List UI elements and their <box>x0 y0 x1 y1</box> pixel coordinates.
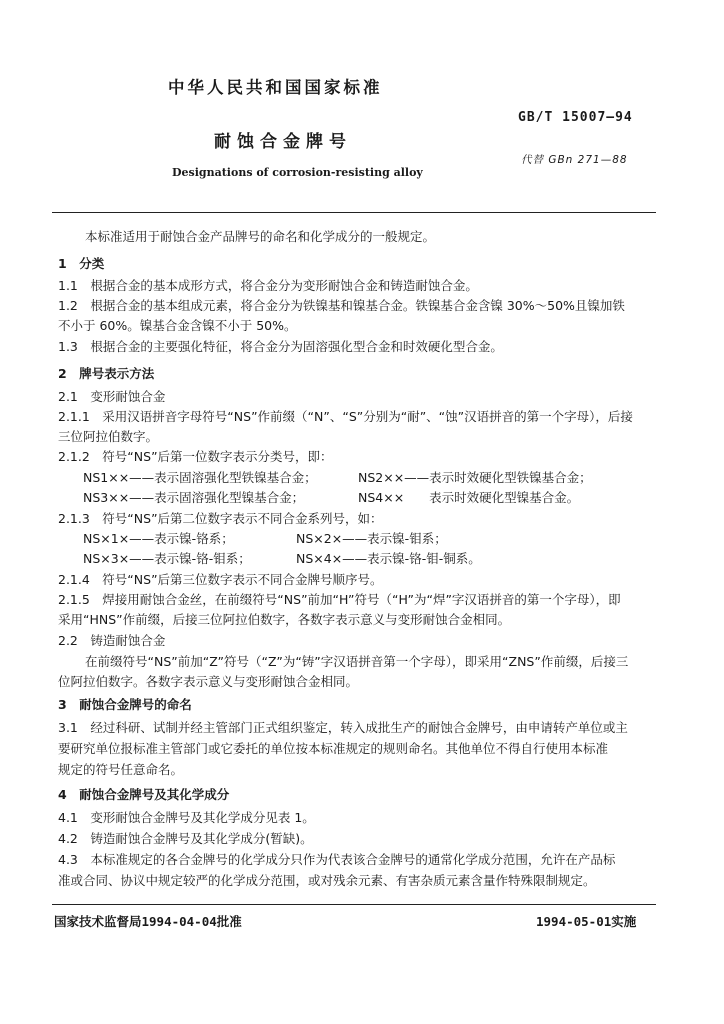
replaces-note: 代替 GBn 271—88 <box>521 154 628 166</box>
clause-1-3: 1.3 根据合金的主要强化特征，将合金分为固溶强化型合金和时效硬化型合金。 <box>58 339 503 354</box>
english-title: Designations of corrosion-resisting alloy <box>172 166 423 179</box>
clause-4-3-line1: 4.3 本标准规定的各合金牌号的化学成分只作为代表该合金牌号的通常化学成分范围，允许在产品标 <box>58 852 616 867</box>
clause-3-1-line2: 要研究单位报标准主管部门或它委托的单位按本标准规定的规则命名。其他单位不得自行使用本标准 <box>58 741 609 756</box>
clause-3-1-line3: 规定的符号任意命名。 <box>58 762 184 777</box>
clause-4-1: 4.1 变形耐蚀合金牌号及其化学成分见表 1。 <box>58 810 315 825</box>
clause-2-1-5-line2: 采用“HNS”作前缀，后接三位阿拉伯数字，各数字表示意义与变形耐蚀合金相同。 <box>58 612 511 627</box>
clause-1-2-line2: 不小于 60%。镍基合金含镍不小于 50%。 <box>58 318 297 333</box>
clause-2-1-4: 2.1.4 符号“NS”后第三位数字表示不同合金牌号顺序号。 <box>58 572 383 587</box>
clause-2-1-3: 2.1.3 符号“NS”后第二位数字表示不同合金系列号，如： <box>58 511 383 526</box>
ns4-definition: NS4×× 表示时效硬化型镍基合金。 <box>358 490 580 505</box>
ns3-definition: NS3××——表示固溶强化型镍基合金； <box>83 490 305 505</box>
clause-2-2-line1: 在前缀符号“NS”前加“Z”符号（“Z”为“铸”字汉语拼音第一个字母），即采用“ZNS”作前缀，后接三 <box>85 654 629 669</box>
clause-3-1-line1: 3.1 经过科研、试制并经主管部门正式组织鉴定，转入成批生产的耐蚀合金牌号，由申请转产单位或主 <box>58 720 628 735</box>
standard-code: GB/T 15007—94 <box>518 110 633 125</box>
approval-date: 国家技术监督局1994-04-04批准 <box>54 914 242 929</box>
clause-2-1-5-line1: 2.1.5 焊接用耐蚀合金丝，在前缀符号“NS”前加“H”符号（“H”为“焊”字汉语拼音的第一个字母），即 <box>58 592 621 607</box>
ns2-definition: NS2××——表示时效硬化型铁镍基合金； <box>358 470 592 485</box>
clause-1-1: 1.1 根据合金的基本成形方式，将合金分为变形耐蚀合金和铸造耐蚀合金。 <box>58 278 478 293</box>
footer-rule <box>52 904 656 905</box>
intro-paragraph: 本标准适用于耐蚀合金产品牌号的命名和化学成分的一般规定。 <box>85 229 436 244</box>
effective-date: 1994-05-01实施 <box>536 914 637 929</box>
clause-2-2-line2: 位阿拉伯数字。各数字表示意义与变形耐蚀合金相同。 <box>58 674 359 689</box>
clause-4-2: 4.2 铸造耐蚀合金牌号及其化学成分(暂缺)。 <box>58 831 313 846</box>
section-2-heading: 2 牌号表示方法 <box>58 366 155 381</box>
ns1-definition: NS1××——表示固溶强化型铁镍基合金； <box>83 470 317 485</box>
ns-x4-definition: NS×4×——表示镍-铬-钼-铜系。 <box>296 551 481 566</box>
ns-x1-definition: NS×1×——表示镍-铬系； <box>83 531 234 546</box>
ns-x3-definition: NS×3×——表示镍-铬-钼系； <box>83 551 251 566</box>
clause-2-1: 2.1 变形耐蚀合金 <box>58 389 166 404</box>
section-3-heading: 3 耐蚀合金牌号的命名 <box>58 697 192 712</box>
standard-name: 中华人民共和国国家标准 <box>168 78 383 97</box>
document-title: 耐蚀合金牌号 <box>214 132 352 152</box>
section-4-heading: 4 耐蚀合金牌号及其化学成分 <box>58 787 230 802</box>
clause-2-1-1-line1: 2.1.1 采用汉语拼音字母符号“NS”作前缀（“N”、“S”分别为“耐”、“蚀”汉语拼音的第一个字母），后接 <box>58 409 633 424</box>
clause-2-1-2: 2.1.2 符号“NS”后第一位数字表示分类号，即： <box>58 449 333 464</box>
clause-2-2: 2.2 铸造耐蚀合金 <box>58 633 166 648</box>
header-rule <box>52 212 656 213</box>
clause-2-1-1-line2: 三位阿拉伯数字。 <box>58 429 159 444</box>
clause-4-3-line2: 准或合同、协议中规定较严的化学成分范围，或对残余元素、有害杂质元素含量作特殊限制规定。 <box>58 873 596 888</box>
section-1-heading: 1 分类 <box>58 256 105 271</box>
clause-1-2-line1: 1.2 根据合金的基本组成元素，将合金分为铁镍基和镍基合金。铁镍基合金含镍 30%～50%且镍加铁 <box>58 298 625 313</box>
ns-x2-definition: NS×2×——表示镍-钼系； <box>296 531 447 546</box>
